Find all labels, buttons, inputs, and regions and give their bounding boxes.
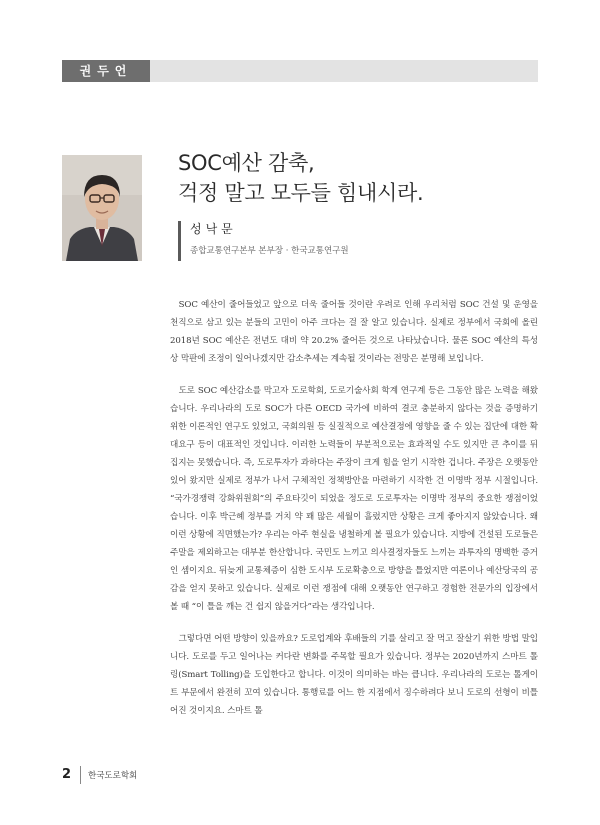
page-number: 2: [62, 767, 72, 782]
body-paragraph: 도로 SOC 예산감소를 막고자 도로학회, 도로기술사회 학계 연구계 등은 그동안 많은 노력을 해왔습니다. 우리나라의 도로 SOC가 다른 OECD 국가에 비하여 결코 충분하지 않다는 것을 증명하기 위한 이론적인 연구도 있었고, 국회의원 등 실질적으로 예산결정에 영향을 줄 수 있는 집단에 대한 확대요구 등이 대표적인 것입니다. 이러한 노력들이 부분적으로는 효과적일 수도 있지만 큰 추이를 뒤집지는 못했습니다. 즉, 도로투자가 과하다는 주장이 크게 힘을 얻기 시작한 겁니다. 주장은 오랫동안 있어 왔지만 실제로 정부가 나서 구체적인 정책방안을 마련하기 시작한 건 이명박 정부 시절입니다. “국가경쟁력 강화위원회”의 주요타깃이 되었을 정도로 도로투자는 이명박 정부의 중요한 쟁점이었습니다. 이후 박근혜 정부를 거치 약 꽤 많은 세월이 흘렀지만 상황은 크게 좋아지지 않았습니다. 왜 이런 상황에 직면했는가? 우리는 아주 현실을 냉철하게 볼 필요가 있습니다. 지방에 건설된 도로들은 주말을 제외하고는 대부분 한산합니다. 국민도 느끼고 의사결정자들도 느끼는 과투자의 명백한 증거인 셈이지요. 뒤늦게 교통체증이 심한 도시부 도로확충으로 방향을 틀었지만 여론이나 예산당국의 공감을 얻지 못하고 있습니다. 실제로 이런 쟁점에 대해 오랫동안 연구하고 경험한 전문가의 입장에서 볼 때 “이 틀을 깨는 건 쉽지 않을거다”라는 생각입니다.: [170, 386, 538, 612]
author-name: 성낙문: [190, 222, 237, 236]
body-paragraph: SOC 예산이 줄어들었고 앞으로 더욱 줄어들 것이란 우려로 인해 우리처럼 SOC 건설 및 운영을 천직으로 삼고 있는 분들의 고민이 아주 크다는 걸 잘 알고 있습니다. 실제로 정부에서 국회에 올린 2018년 SOC 예산은 전년도 대비 약 20.2% 줄어든 것으로 나타났습니다. 물론 SOC 예산의 특성상 막판에 조정이 일어나겠지만 감소추세는 계속될 것이라는 전망은 분명해 보입니다.: [170, 300, 538, 364]
article-title-line2: 걱정 말고 모두들 힘내시라.: [178, 181, 424, 205]
section-tag: 권두언: [62, 60, 150, 82]
article-title: [178, 148, 423, 208]
article-body: [170, 296, 538, 734]
article-title-line1: SOC예산 감축,: [178, 151, 315, 175]
author-portrait-image: [62, 155, 142, 261]
footer-divider: [80, 766, 81, 784]
body-paragraph: 그렇다면 어떤 방향이 있을까요? 도로업계와 후배들의 기를 살리고 잘 먹고 잘살기 위한 방법 말입니다. 도로를 두고 일어나는 커다란 변화를 주목할 필요가 있습니다. 정부는 2020년까지 스마트 톨링(Smart Tolling)을 도입한다고 합니다. 이것이 의미하는 바는 큽니다. 우리나라의 도로는 톨게이트 부문에서 완전히 꼬여 있습니다. 통행료를 어느 한 지점에서 징수하려다 보니 도로의 선형이 비틀어진 것이지요. 스마트 톨: [170, 634, 538, 716]
publication-name: 한국도로학회: [88, 771, 138, 781]
author-accent-bar: [178, 221, 181, 261]
author-affiliation: 종합교통연구본부 본부장 · 한국교통연구원: [190, 246, 349, 256]
author-photo: [62, 155, 142, 261]
